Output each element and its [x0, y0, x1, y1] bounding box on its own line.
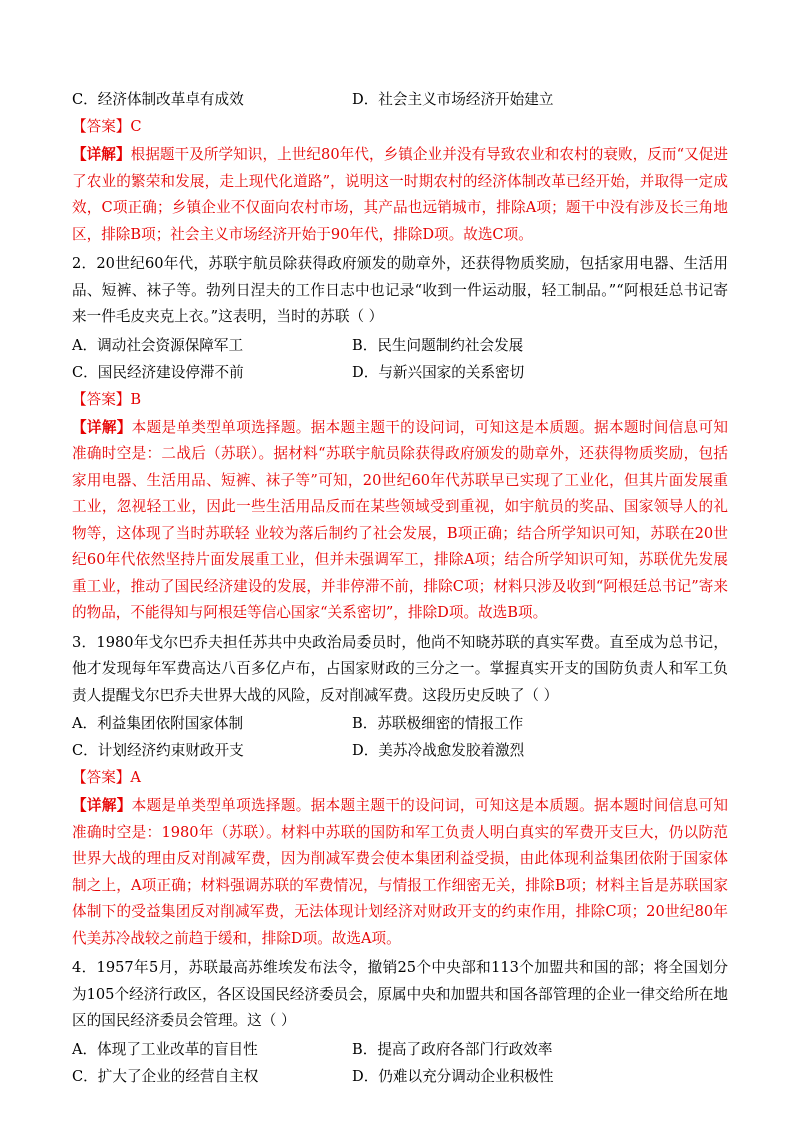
q2-answer: 【答案】B [72, 390, 142, 408]
q3-option-b: B．苏联极细密的情报工作 [352, 715, 524, 732]
q1-options-cd [72, 88, 728, 111]
q2-option-c: C．国民经济建设停滞不前 [72, 363, 244, 381]
q4-option-b: B．提高了政府各部门行政效率 [352, 1040, 553, 1058]
q3-option-d: D．美苏冷战愈发胶着激烈 [352, 742, 525, 759]
q4-option-c: C．扩大了企业的经营自主权 [72, 1067, 259, 1085]
q1-detail-tag: 【详解】 [72, 146, 131, 163]
q2-options-ab [72, 334, 728, 357]
document-page [72, 88, 728, 1092]
q3-option-c: C．计划经济约束财政开支 [72, 742, 244, 759]
q2-option-b: B．民生问题制约社会发展 [352, 336, 524, 354]
q2-detail [72, 415, 728, 627]
q4-stem: 4．1957年5月，苏联最高苏维埃发布法令，撤销25个中央部和113个加盟共和国的部；将全国划分为105个经济行政区，各区设国民经济委员会，原属中央和加盟共和国各部管理的企业一律交给所在地区的国民经济委员会管理。这（ ） [72, 959, 728, 1029]
q3-detail [72, 793, 728, 952]
q2-option-d: D．与新兴国家的关系密切 [352, 363, 525, 381]
q4-option-a: A．体现了工业改革的盲目性 [72, 1040, 258, 1058]
q3-stem: 3．1980年戈尔巴乔夫担任苏共中央政治局委员时，他尚不知晓苏联的真实军费。直至成为总书记，他才发现每年军费高达八百多亿卢布，占国家财政的三分之一。掌握真实开支的国防负责人和军工负责人提醒戈尔巴乔夫世界大战的风险，反对削减军费。这段历史反映了（ ） [72, 633, 728, 704]
q4-options-ab [72, 1038, 728, 1061]
q2-detail-tag: 【详解】 [72, 418, 132, 436]
q1-detail [72, 142, 728, 248]
q3-detail-tag: 【详解】 [72, 797, 132, 814]
q1-option-d: D．社会主义市场经济开始建立 [352, 91, 554, 108]
q4-option-d: D．仍难以充分调动企业积极性 [352, 1067, 554, 1085]
q4-options-cd [72, 1065, 728, 1088]
q1-answer: 【答案】C [72, 118, 142, 135]
q3-options-ab [72, 712, 728, 735]
q3-detail-text: 本题是单类型单项选择题。据本题主题干的设问词，可知这是本质题。据本题时间信息可知准确时空是：1980年（苏联）。材料中苏联的国防和军工负责人明白真实的军费开支巨大，仍以防范世界大战的理由反对削减军费，因为削减军费会使本集团利益受损，由此体现利益集团依附于国家体制之上，A项正确；材料强调苏联的军费情况，与情报工作细密无关，排除B项；材料主旨是苏联国家体制下的受益集团反对削减军费，无法体现计划经济对财政开支的约束作用，排除C项；20世纪80年代美苏冷战较之前趋于缓和，排除D项。故选A项。 [72, 797, 728, 947]
q2-options-cd [72, 361, 728, 384]
q3-option-a: A．利益集团依附国家体制 [72, 715, 244, 732]
q1-detail-text: 根据题干及所学知识，上世纪80年代，乡镇企业并没有导致农业和农村的衰败，反而“又促进了农业的繁荣和发展，走上现代化道路”，说明这一时期农村的经济体制改革已经开始，并取得一定成效，C项正确；乡镇企业不仅面向农村市场，其产品也远销城市，排除A项；题干中没有涉及长三角地区，排除B项；社会主义市场经济开始于90年代，排除D项。故选C项。 [72, 146, 728, 243]
q2-detail-text: 本题是单类型单项选择题。据本题主题干的设问词，可知这是本质题。据本题时间信息可知准确时空是：二战后（苏联）。据材料“苏联宇航员除获得政府颁发的勋章外，还获得物质奖励，包括家用电器、生活用品、短裤、袜子等”可知，20世纪60年代苏联早已实现了工业化，但其片面发展重工业，忽视轻工业，因此一些生活用品反而在某些领域受到重视，如宇航员的奖品、国家领导人的礼物等，这体现了当时苏联轻 业较为落后制约了社会发展，B项正确；结合所学知识可知，苏联在20世纪60年代依然坚持片面发展重工业，但并未强调军工，排除A项；结合所学知识可知，苏联优先发展重工业，推动了国民经济建设的发展，并非停滞不前，排除C项；材料只涉及收到“阿根廷总书记”寄来的物品，不能得知与阿根廷等信心国家“关系密切”，排除D项。故选B项。 [72, 418, 728, 621]
q1-option-c: C．经济体制改革卓有成效 [72, 91, 244, 108]
q3-answer: 【答案】A [72, 769, 141, 786]
q2-option-a: A．调动社会资源保障军工 [72, 336, 244, 354]
q3-options-cd [72, 739, 728, 762]
q2-stem: 2．20世纪60年代，苏联宇航员除获得政府颁发的勋章外，还获得物质奖励，包括家用电器、生活用品、短裤、袜子等。勃列日涅夫的工作日志中也记录“收到一件运动服，轻工制品。”“阿根廷总书记寄来一件毛皮夹克上衣。”这表明，当时的苏联（ ） [72, 255, 728, 325]
